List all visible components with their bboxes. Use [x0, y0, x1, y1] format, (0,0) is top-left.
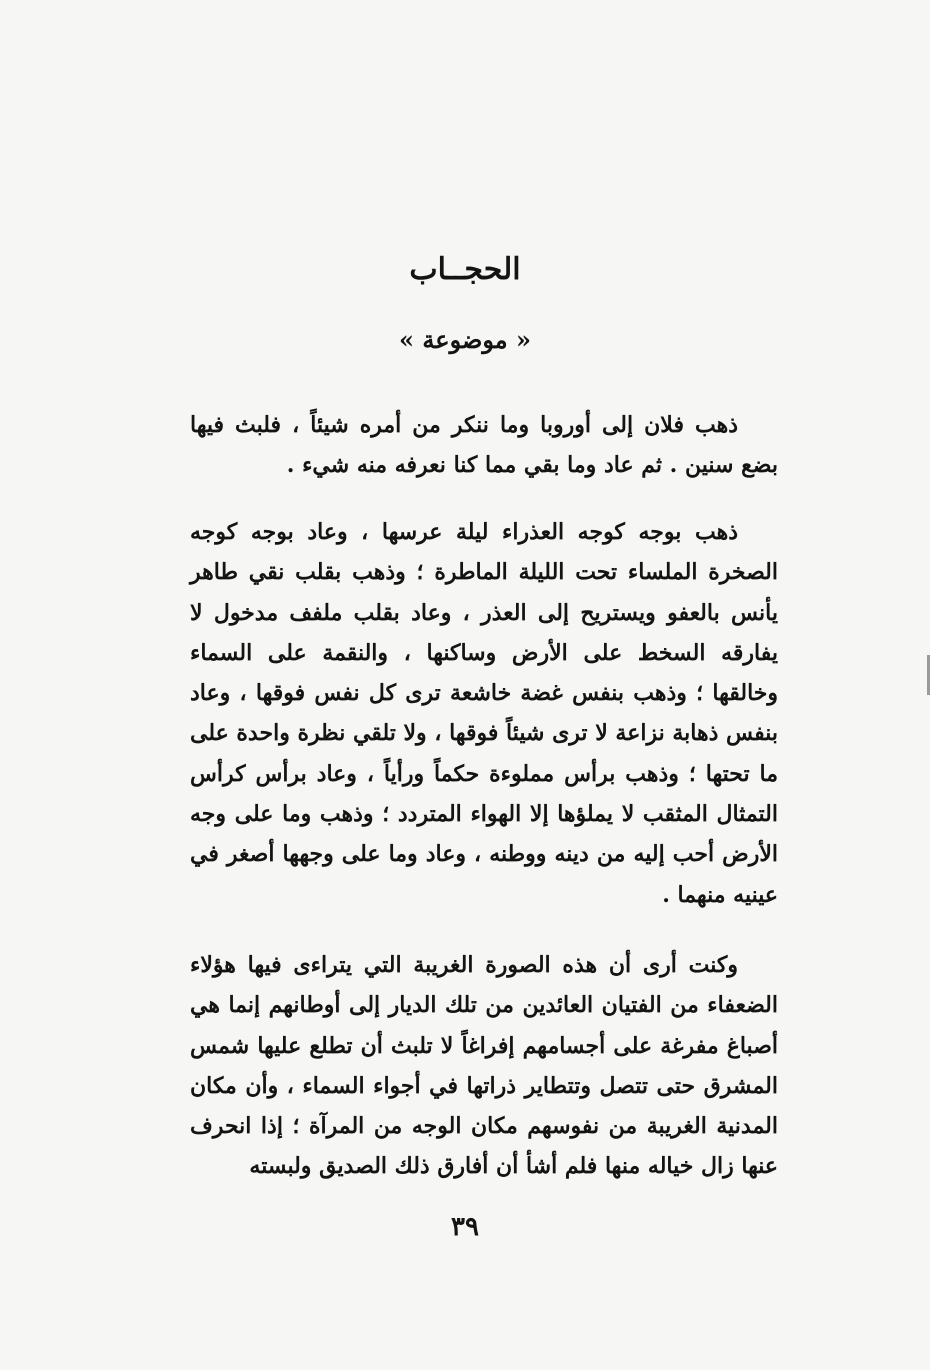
chapter-subtitle: « موضوعة »: [399, 325, 531, 354]
paragraph-1: ذهب فلان إلى أوروبا وما ننكر من أمره شيئاً ، فلبث فيها بضع سنين . ثم عاد وما بقي مما كنا نعرفه منه شيء .: [190, 412, 778, 479]
paragraph-2: ذهب بوجه كوجه العذراء ليلة عرسها ، وعاد بوجه كوجه الصخرة الملساء تحت الليلة الماطرة ؛ وذهب بقلب نقي طاهر يأنس بالعفو ويستريح إلى العذر ، وعاد بقلب ملفف مدخول لا يفارقه السخط على الأرض وساكنها ، والنقمة على السماء وخالقها ؛ وذهب بنفس غضة خاشعة ترى كل نفس فوقها ، وعاد بنفس ذهابة نزاعة لا ترى شيئاً فوقها ، ولا تلقي نظرة واحدة على ما تحتها ؛ وذهب برأس مملوءة حكماً ورأياً ، وعاد برأس كرأس التمثال المثقب لا يملؤها إلا الهواء المتردد ؛ وذهب وما على وجه الأرض أحب إليه من دينه ووطنه ، وعاد وما على وجهها أصغر في عينيه منهما .: [190, 519, 778, 908]
chapter-title: الحجــاب: [409, 252, 521, 287]
paragraph-3: وكنت أرى أن هذه الصورة الغريبة التي يتراءى فيها هؤلاء الضعفاء من الفتيان العائدين من تلك الديار إلى أوطانهم إنما هي أصباغ مفرغة على أجسامهم إفراغاً لا تلبث أن تطلع عليها شمس المشرق حتى تتصل وتتطاير ذراتها في أجواء السماء ، وأن مكان المدنية الغريبة من نفوسهم مكان الوجه من المرآة ؛ إذا انحرف عنها زال خياله منها فلم أشأ أن أفارق ذلك الصديق ولبسته: [190, 952, 778, 1180]
page-number: ٣٩: [451, 1212, 479, 1242]
